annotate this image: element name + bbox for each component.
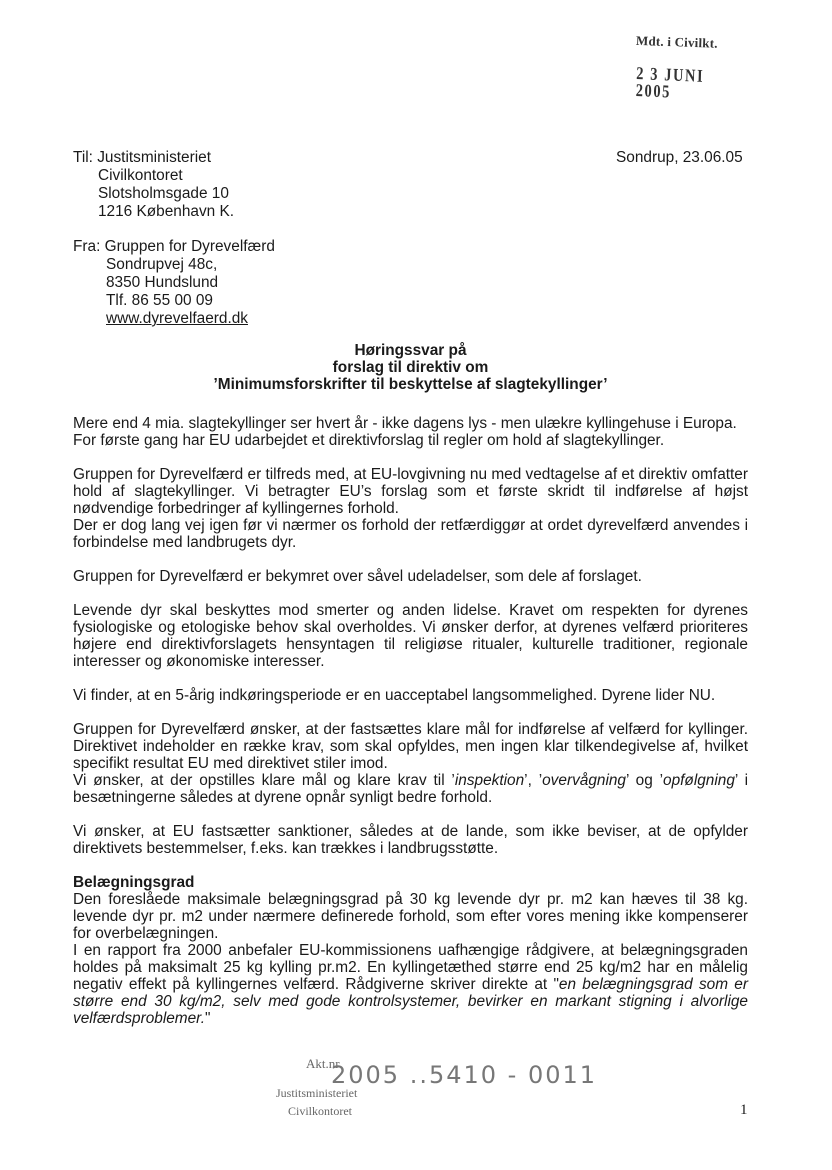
sender-line-2: Sondrupvej 48c,	[106, 256, 218, 273]
sender-line-1: Fra: Gruppen for Dyrevelfærd	[73, 238, 275, 255]
paragraph-2b: Der er dog lang vej igen før vi nærmer os forhold der retfærdiggør at ordet dyrevelfærd anvendes i forbindelse med landbrugets dyr.	[73, 517, 748, 551]
letter-date: Sondrup, 23.06.05	[616, 149, 743, 166]
archive-ministry: Justitsministeriet	[276, 1086, 358, 1100]
received-stamp	[635, 32, 756, 102]
recipient-line-1: Til: Justitsministeriet	[73, 149, 211, 166]
recipient-block	[73, 149, 234, 221]
title-line-3: ’Minimumsforskrifter til beskyttelse af slagtekyllinger’	[213, 376, 608, 393]
sender-block	[73, 238, 275, 328]
title-line-1: Høringssvar på	[354, 342, 467, 359]
sender-line-3: 8350 Hundslund	[106, 274, 219, 291]
archive-label: Akt.nr.	[306, 1056, 343, 1071]
paragraph-3: Gruppen for Dyrevelfærd er bekymret over såvel udeladelser, som dele af forslaget.	[73, 568, 642, 585]
recipient-line-3: Slotsholmsgade 10	[98, 185, 229, 202]
stamp-office: Mdt. i Civilkt.	[635, 32, 718, 51]
paragraph-7: Vi ønsker, at EU fastsætter sanktioner, således at de lande, som ikke beviser, at de opfylder direktivets bestemmelser, f.eks. kan trækkes i landbrugsstøtte.	[73, 823, 748, 857]
paragraph-1b: For første gang har EU udarbejdet et direktivforslag til regler om hold af slagtekyllinger.	[73, 432, 665, 449]
paragraph-8: Den foreslåede maksimale belægningsgrad på 30 kg levende dyr pr. m2 kan hæves til 38 kg. levende dyr pr. m2 under nærmere definerede forhold, som efter vores mening ikke kompenserer for overbelægningen.	[73, 891, 748, 942]
section-heading: Belægningsgrad	[73, 874, 195, 891]
recipient-line-4: 1216 København K.	[98, 203, 235, 220]
paragraph-5: Vi finder, at en 5-årig indkøringsperiode er en uacceptabel langsommelighed. Dyrene lider NU.	[73, 687, 716, 704]
archive-office: Civilkontoret	[288, 1104, 352, 1118]
title-line-2: forslag til direktiv om	[332, 359, 489, 376]
archive-number: 2005 ..5410 - 0011	[331, 1061, 598, 1089]
paragraph-6: Gruppen for Dyrevelfærd ønsker, at der fastsættes klare mål for indførelse af velfærd for kyllinger. Direktivet indeholder en række krav, som skal opfyldes, men ingen klar tilkendegivelse af, hvilket specifikt resultat EU med direktivet stiler imod.	[73, 721, 748, 772]
paragraph-6b: Vi ønsker, at der opstilles klare mål og klare krav til ’inspektion’, ’overvågning’ og ’opfølgning’ i besætningerne således at dyrene opnår synligt bedre forhold.	[73, 772, 748, 806]
sender-line-4: Tlf. 86 55 00 09	[106, 292, 213, 309]
paragraph-9: I en rapport fra 2000 anbefaler EU-kommissionens uafhængige rådgivere, at belægningsgraden holdes på maksimalt 25 kg kylling pr.m2. En kyllingetæthed større end 25 kg/m2 har en målelig negativ effekt på kyllingernes velfærd. Rådgiverne skriver direkte at "en belægningsgrad som er større end 30 kg/m2, selv med gode kontrolsystemer, bevirker en markant stigning i alvorlige velfærdsproblemer."	[73, 942, 748, 1027]
sender-website[interactable]: www.dyrevelfaerd.dk	[106, 310, 248, 327]
recipient-line-2: Civilkontoret	[98, 167, 183, 184]
paragraph-1: Mere end 4 mia. slagtekyllinger ser hvert år - ikke dagens lys - men ulækre kyllingehuse i Europa.	[73, 415, 737, 432]
archive-stamp	[276, 1055, 696, 1125]
page-number: 1	[740, 1102, 748, 1118]
stamp-date: 2 3 JUNI 2005	[635, 63, 705, 102]
letter-body	[73, 415, 748, 1027]
paragraph-4: Levende dyr skal beskyttes mod smerter og anden lidelse. Kravet om respekten for dyrenes fysiologiske og etologiske behov skal overholdes. Vi ønsker derfor, at dyrenes velfærd prioriteres højere end direktivforslagets hensyntagen til religiøse ritualer, kulturelle traditioner, regionale interesser og økonomiske interesser.	[73, 602, 748, 670]
paragraph-2: Gruppen for Dyrevelfærd er tilfreds med, at EU-lovgivning nu med vedtagelse af et direktiv omfatter hold af slagtekyllinger. Vi betragter EU’s forslag som et første skridt til indførelse af højst nødvendige forbedringer af kyllingernes forhold.	[73, 466, 748, 517]
document-title	[73, 342, 748, 393]
